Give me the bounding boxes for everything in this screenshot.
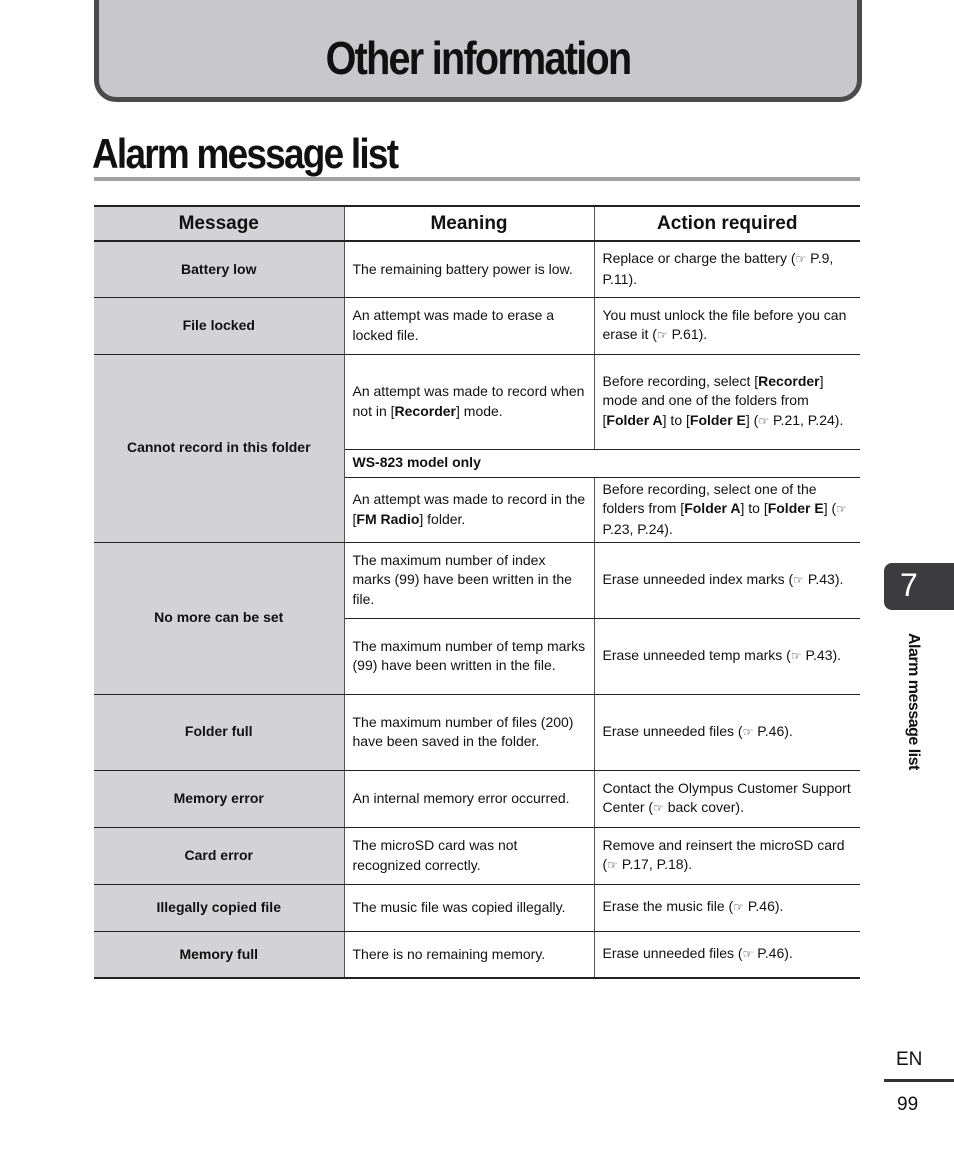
meaning-cell: The remaining battery power is low.	[344, 241, 594, 297]
table-row	[94, 354, 860, 449]
table-row	[94, 241, 860, 297]
message-cell: File locked	[94, 297, 344, 354]
meaning-cell: An attempt was made to record when not in [Recorder] mode.	[344, 354, 594, 449]
pointing-hand-icon: ☞	[790, 648, 802, 663]
meaning-cell: The maximum number of files (200) have been saved in the folder.	[344, 694, 594, 770]
model-note: WS-823 model only	[344, 449, 860, 477]
table-row	[94, 542, 860, 618]
table-row	[94, 770, 860, 827]
header-message: Message	[94, 206, 344, 241]
message-cell: Folder full	[94, 694, 344, 770]
table-row	[94, 297, 860, 354]
message-cell: Illegally copied file	[94, 884, 344, 931]
pointing-hand-icon: ☞	[653, 801, 664, 815]
message-cell: Battery low	[94, 241, 344, 297]
footer-divider	[884, 1079, 954, 1082]
pointing-hand-icon: ☞	[742, 724, 754, 739]
meaning-cell: An internal memory error occurred.	[344, 770, 594, 827]
table-header-row	[94, 206, 860, 241]
meaning-cell: The maximum number of index marks (99) have been written in the file.	[344, 542, 594, 618]
meaning-cell: The microSD card was not recognized correctly.	[344, 827, 594, 884]
page-title: Alarm message list	[92, 130, 398, 177]
action-cell: Erase the music file (☞ P.46).	[594, 884, 860, 931]
title-underline	[94, 177, 860, 181]
language-label: EN	[896, 1049, 923, 1070]
meaning-cell: An attempt was made to record in the [FM Radio] folder.	[344, 477, 594, 542]
action-cell: Erase unneeded files (☞ P.46).	[594, 694, 860, 770]
message-cell: Cannot record in this folder	[94, 354, 344, 542]
pointing-hand-icon: ☞	[742, 947, 754, 961]
meaning-cell: The maximum number of temp marks (99) have been written in the file.	[344, 618, 594, 694]
table-row	[94, 884, 860, 931]
table-row	[94, 694, 860, 770]
chapter-title: Other information	[325, 32, 631, 84]
meaning-cell: The music file was copied illegally.	[344, 884, 594, 931]
table-row	[94, 931, 860, 978]
pointing-hand-icon: ☞	[733, 900, 744, 915]
action-cell: Remove and reinsert the microSD card (☞ P.17, P.18).	[594, 827, 860, 884]
meaning-cell: There is no remaining memory.	[344, 931, 594, 978]
action-cell: Replace or charge the battery (☞ P.9, P.11).	[594, 241, 860, 297]
action-cell: You must unlock the file before you can erase it (☞ P.61).	[594, 297, 860, 354]
meaning-cell: An attempt was made to erase a locked file.	[344, 297, 594, 354]
message-cell: No more can be set	[94, 542, 344, 694]
chapter-banner	[94, 0, 862, 102]
pointing-hand-icon: ☞	[607, 858, 618, 872]
action-cell: Contact the Olympus Customer Support Center (☞ back cover).	[594, 770, 860, 827]
alarm-message-table	[94, 205, 860, 979]
action-cell: Erase unneeded index marks (☞ P.43).	[594, 542, 860, 618]
chapter-side-label: Alarm message list	[905, 633, 922, 770]
pointing-hand-icon: ☞	[795, 252, 807, 267]
action-cell: Erase unneeded files (☞ P.46).	[594, 931, 860, 978]
action-cell: Before recording, select [Recorder] mode and one of the folders from [Folder A] to [Folder E] (☞ P.21, P.24).	[594, 354, 860, 449]
message-cell: Memory error	[94, 770, 344, 827]
header-meaning: Meaning	[344, 206, 594, 241]
page-number: 99	[897, 1094, 919, 1115]
chapter-tab[interactable]	[884, 563, 954, 610]
pointing-hand-icon: ☞	[793, 572, 804, 587]
action-cell: Before recording, select one of the folders from [Folder A] to [Folder E] (☞ P.23, P.24).	[594, 477, 860, 542]
table-row	[94, 827, 860, 884]
chapter-number: 7	[900, 567, 918, 603]
header-action: Action required	[594, 206, 860, 241]
message-cell: Memory full	[94, 931, 344, 978]
pointing-hand-icon: ☞	[656, 328, 668, 342]
message-cell: Card error	[94, 827, 344, 884]
pointing-hand-icon: ☞	[836, 502, 847, 517]
action-cell: Erase unneeded temp marks (☞ P.43).	[594, 618, 860, 694]
pointing-hand-icon: ☞	[758, 413, 770, 428]
